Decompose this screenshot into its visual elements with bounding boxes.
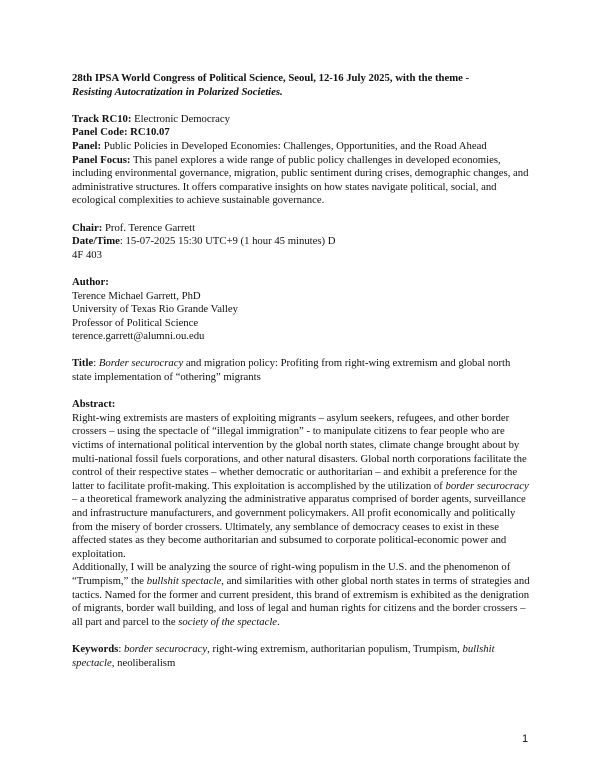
paper-title: Title: Border securocracy and migration policy: Profiting from right-wing extremism and global north state implementation of “othering” migrants: [72, 357, 511, 384]
congress-theme: Resisting Autocratization in Polarized Societies.: [72, 85, 283, 98]
panel-focus-label: Panel Focus:: [72, 153, 131, 166]
room-line: 4F 403: [72, 248, 102, 261]
page-number: 1: [522, 733, 529, 745]
track-label: Track RC10:: [72, 112, 132, 125]
congress-heading: [72, 72, 532, 99]
chair-value: Prof. Terence Garrett: [102, 221, 196, 234]
panel-value: Public Policies in Developed Economies: Challenges, Opportunities, and the Road Ahead: [101, 139, 487, 152]
keywords-label: Keywords: [72, 642, 119, 655]
panel-label: Panel:: [72, 139, 102, 152]
chair-label: Chair:: [72, 221, 103, 234]
chair-line: [72, 222, 532, 236]
keywords-line: Keywords: border securocracy, right-wing extremism, authoritarian populism, Trumpism, bullshit spectacle, neoliberalism: [72, 642, 495, 669]
title-rest: and migration policy: Profiting from right-wing extremism and global north state implementation of “othering” migrants: [72, 357, 511, 384]
panel-focus-text: This panel explores a wide range of public policy challenges in developed economies, including environmental governance, migration, public sentiment during crises, demographic changes, and administrative structures. It offers comparative insights on how states navigate political, social, and ecological complexities to achieve sustainable governance.: [72, 153, 529, 207]
title-label: Title: [72, 357, 94, 370]
document-page: [72, 72, 532, 670]
datetime-value: : 15-07-2025 15:30 UTC+9 (1 hour 45 minutes) D: [119, 235, 336, 248]
abstract-paragraph-2: Additionally, I will be analyzing the source of right-wing populism in the U.S. and the phenomenon of “Trumpism,” the bullshit spectacle, and similarities with other global north states in terms of strategies and tactics. Named for the former and current president, this brand of extremism is exhibited as the denigration of migrants, border wall building, and loss of legal and human rights for citizens and the border crossers – all part and parcel to the society of the spectacle.: [72, 561, 530, 628]
title-italic: Border securocracy: [98, 357, 184, 370]
author-email: terence.garrett@alumni.ou.edu: [72, 330, 205, 343]
panel-code-line: [72, 126, 532, 140]
track-value: Electronic Democracy: [131, 112, 230, 125]
author-name: Terence Michael Garrett, PhD: [72, 289, 201, 302]
congress-line: 28th IPSA World Congress of Political Science, Seoul, 12-16 July 2025, with the theme -: [72, 72, 470, 84]
author-university: University of Texas Rio Grande Valley: [72, 303, 238, 316]
panel-focus: [72, 154, 532, 208]
panel-line: [72, 140, 532, 154]
panel-code-label: Panel Code: RC10.07: [72, 126, 170, 139]
datetime-label: Date/Time: [72, 235, 120, 248]
abstract-paragraph-1: Right-wing extremists are masters of exploiting migrants – asylum seekers, refugees, and other border crossers – using the spectacle of “illegal immigration” - to manipulate citizens to fear people who are victims of international political intervention by the global north states, climate change brought about by multi-national fossil fuels corporations, and other natural disasters. Global north corporations facilitate the control of their respective states – whether democratic or authoritarian – and exhibit a preference for the latter to facilitate profit-making. This exploitation is accomplished by the utilization of border securocracy – a theoretical framework analyzing the administrative apparatus comprised of border agents, surveillance and infrastructure manufacturers, and government policymakers. All profit economically and politically from the misery of border crossers. Ultimately, any semblance of democracy ceases to exist in these affected states as they become authoritarian and subsumed to corporate political-economic power and exploitation.: [72, 411, 529, 560]
track-line: [72, 113, 532, 127]
abstract-label: Abstract:: [72, 398, 116, 411]
author-label: Author:: [72, 275, 109, 288]
datetime-line: [72, 235, 532, 249]
author-position: Professor of Political Science: [72, 316, 199, 329]
